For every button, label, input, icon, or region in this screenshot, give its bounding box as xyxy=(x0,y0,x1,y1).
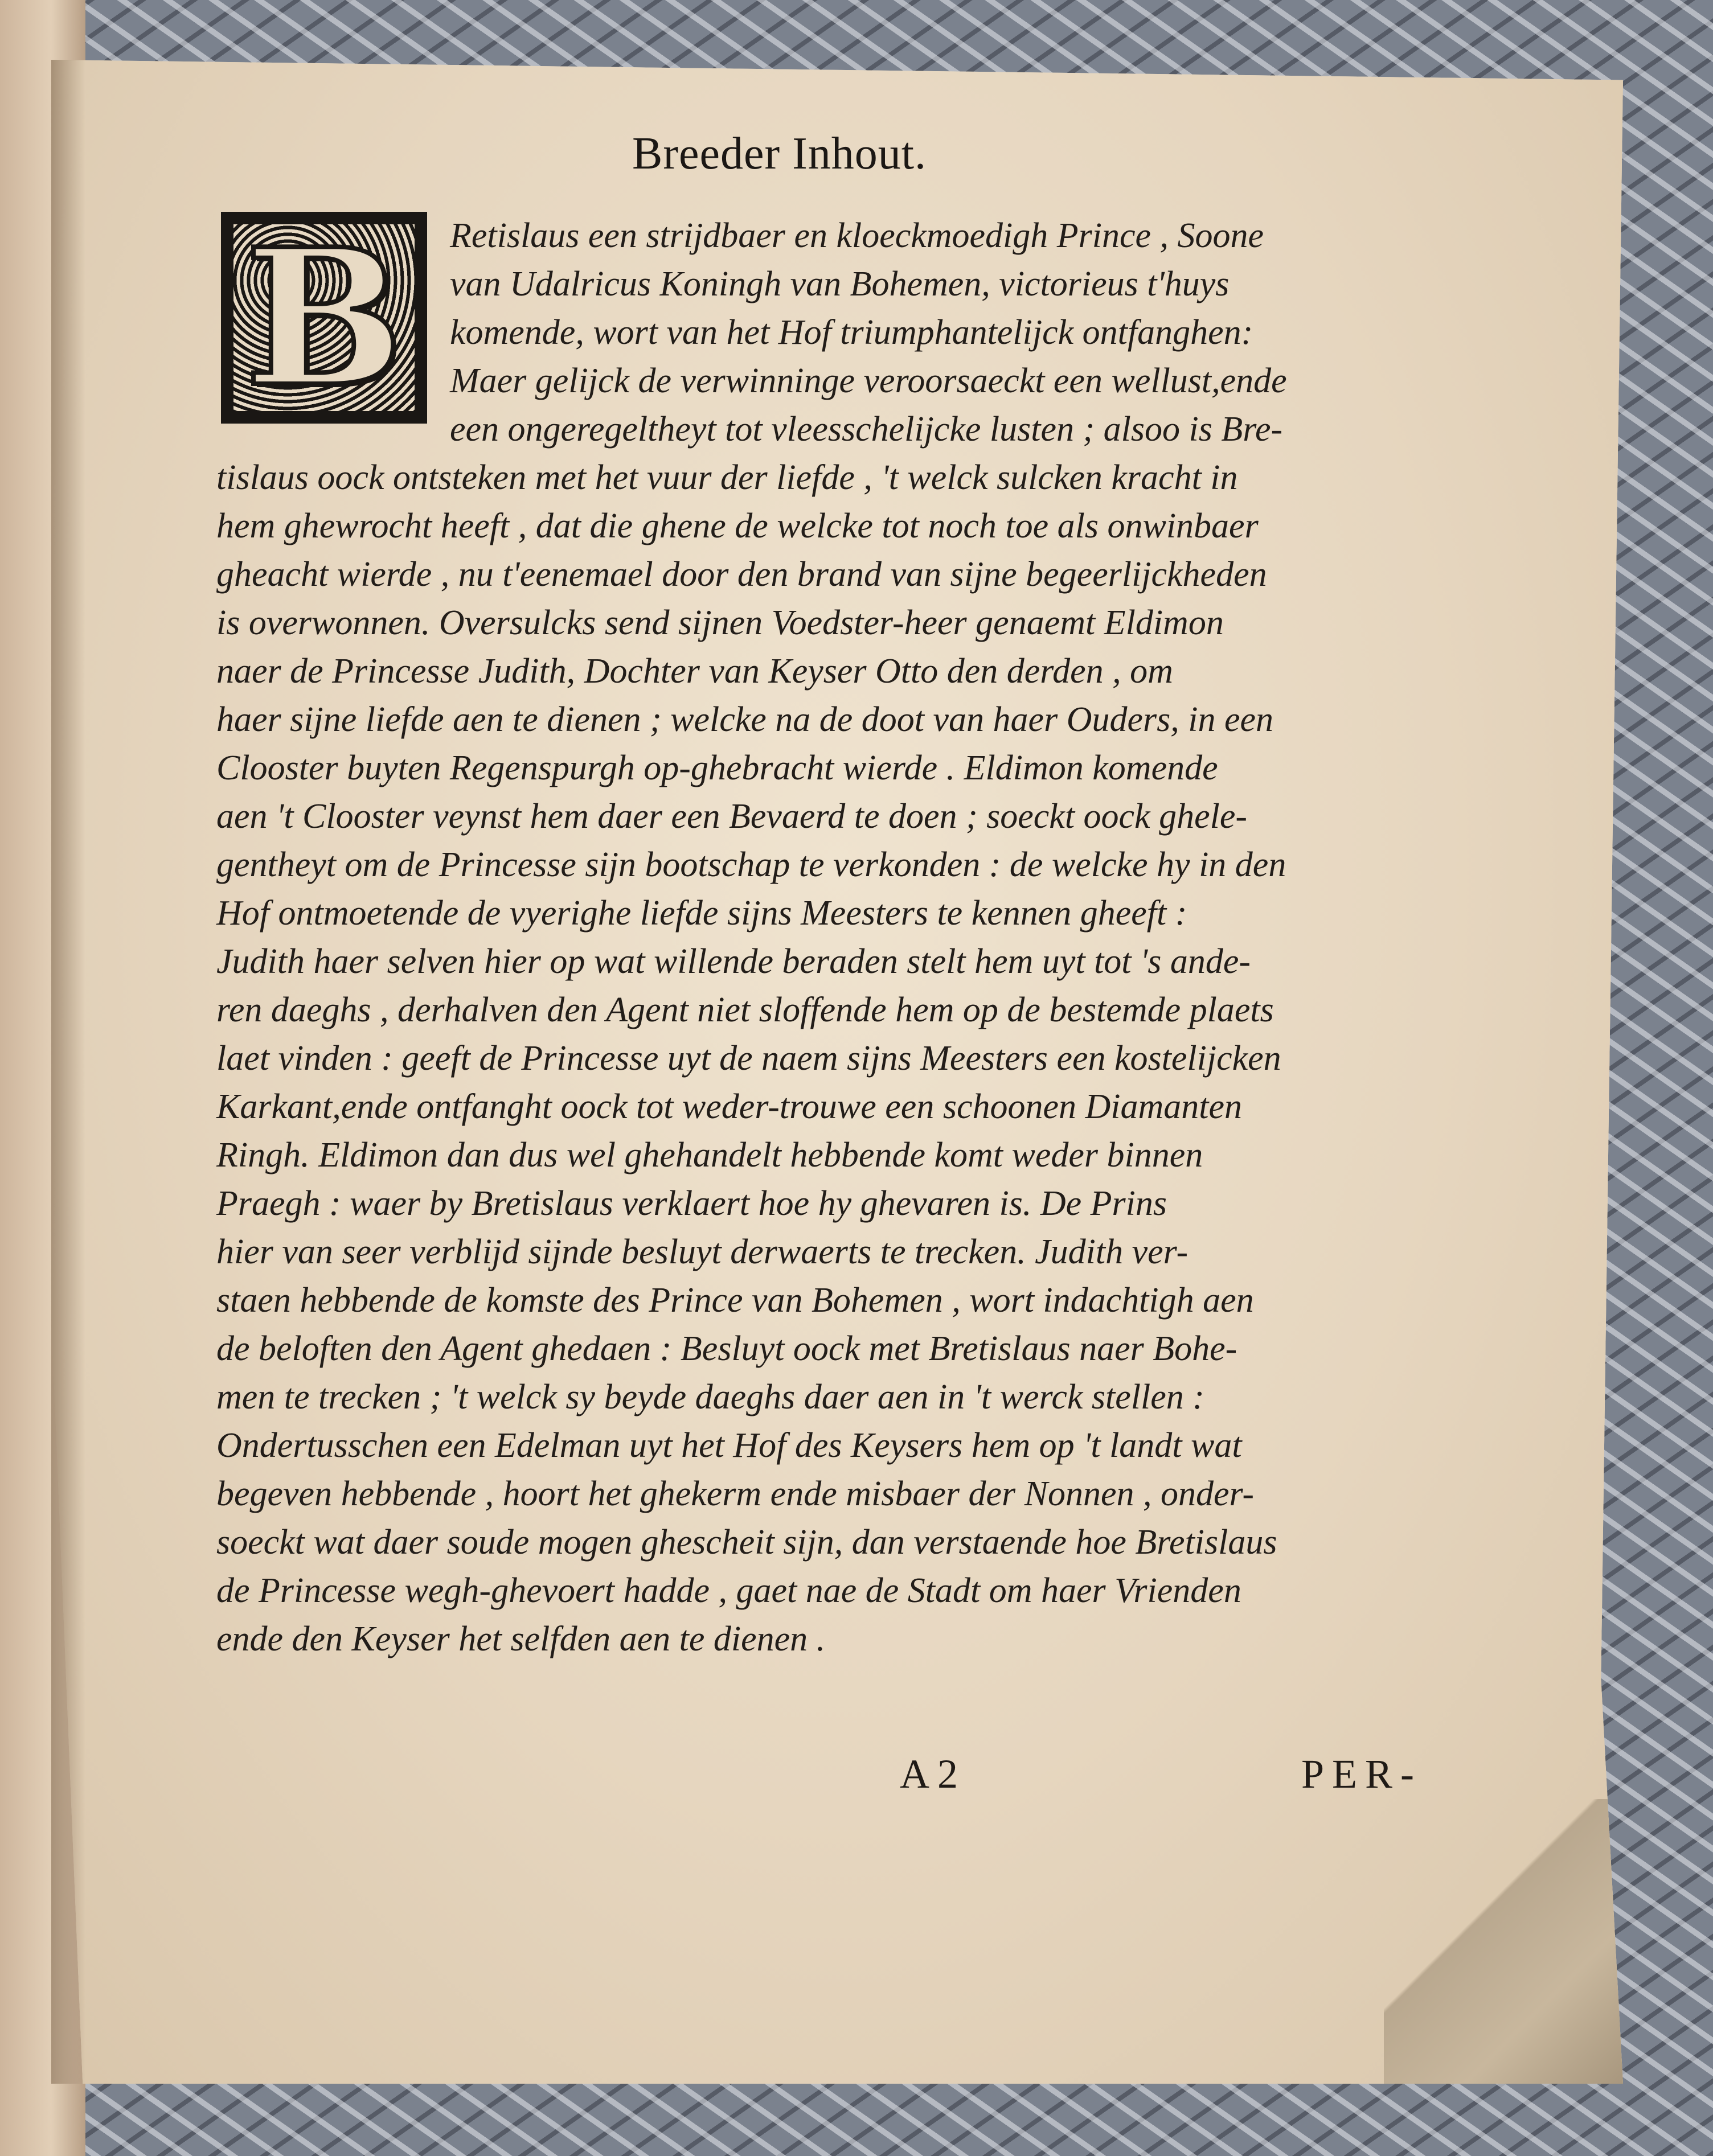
page-heading: Breeder Inhout. xyxy=(632,129,927,179)
text-line: staen hebbende de komste des Prince van Bohemen , wort indachtigh aen xyxy=(216,1281,1254,1320)
text-line: aen 't Clooster veynst hem daer een Bevaerd te doen ; soeckt oock ghele- xyxy=(216,797,1247,836)
text-line: naer de Princesse Judith, Dochter van Keyser Otto den derden , om xyxy=(216,652,1173,691)
text-line: tislaus oock ontsteken met het vuur der liefde , 't welck sulcken kracht in xyxy=(216,458,1238,497)
initial-letter: B xyxy=(244,207,404,428)
text-line: hier van seer verblijd sijnde besluyt derwaerts te trecken. Judith ver- xyxy=(216,1233,1189,1271)
text-line: Ondertusschen een Edelman uyt het Hof des Keysers hem op 't landt wat xyxy=(216,1426,1242,1465)
text-line: van Udalricus Koningh van Bohemen, victorieus t'huys xyxy=(450,265,1230,303)
text-line: begeven hebbende , hoort het ghekerm ende misbaer der Nonnen , onder- xyxy=(216,1475,1255,1513)
text-line: Praegh : waer by Bretislaus verklaert hoe hy ghevaren is. De Prins xyxy=(216,1184,1167,1223)
text-line: komende, wort van het Hof triumphantelijck ontfanghen: xyxy=(450,313,1253,352)
text-line: laet vinden : geeft de Princesse uyt de naem sijns Meesters een kostelijcken xyxy=(216,1039,1281,1078)
text-line: men te trecken ; 't welck sy beyde daeghs daer aen in 't werck stellen : xyxy=(216,1378,1204,1416)
text-line: ren daeghs , derhalven den Agent niet sloffende hem op de bestemde plaets xyxy=(216,991,1274,1029)
text-line: Karkant,ende ontfanght oock tot weder-trouwe een schoonen Diamanten xyxy=(216,1087,1242,1126)
body-text xyxy=(216,207,1441,1664)
text-line: de Princesse wegh-ghevoert hadde , gaet nae de Stadt om haer Vrienden xyxy=(216,1571,1241,1610)
page-gutter-shadow xyxy=(51,60,85,2084)
text-line: Hof ontmoetende de vyerighe liefde sijns Meesters te kennen gheeft : xyxy=(216,894,1187,933)
text-line: is overwonnen. Oversulcks send sijnen Voedster-heer genaemt Eldimon xyxy=(216,603,1224,642)
catchword: PER- xyxy=(1301,1751,1423,1797)
text-line: hem ghewrocht heeft , dat die ghene de welcke tot noch toe als onwinbaer xyxy=(216,507,1259,545)
text-line: gheacht wierde , nu t'eenemael door den brand van sijne begeerlijckheden xyxy=(216,555,1267,594)
text-line: soeckt wat daer soude mogen ghescheit sijn, dan verstaende hoe Bretislaus xyxy=(216,1523,1277,1562)
text-line: Maer gelijck de verwinninge veroorsaeckt een wellust,ende xyxy=(450,362,1287,400)
signature-mark: A 2 xyxy=(900,1751,958,1797)
text-line: haer sijne liefde aen te dienen ; welcke na de doot van haer Ouders, in een xyxy=(216,700,1274,739)
text-line: de beloften den Agent ghedaen : Besluyt oock met Bretislaus naer Bohe- xyxy=(216,1329,1237,1368)
text-line: Ringh. Eldimon dan dus wel ghehandelt hebbende komt weder binnen xyxy=(216,1136,1203,1174)
text-line: Judith haer selven hier op wat willende beraden stelt hem uyt tot 's ande- xyxy=(216,942,1251,981)
text-line: ende den Keyser het selfden aen te dienen . xyxy=(216,1620,826,1658)
text-line: gentheyt om de Princesse sijn bootschap te verkonden : de welcke hy in den xyxy=(216,845,1286,884)
text-line: een ongeregeltheyt tot vleesschelijcke lusten ; alsoo is Bre- xyxy=(450,410,1283,449)
text-line: Clooster buyten Regenspurgh op-ghebracht wierde . Eldimon komende xyxy=(216,749,1218,787)
text-line: Retislaus een strijdbaer en kloeckmoedigh Prince , Soone xyxy=(450,216,1264,255)
